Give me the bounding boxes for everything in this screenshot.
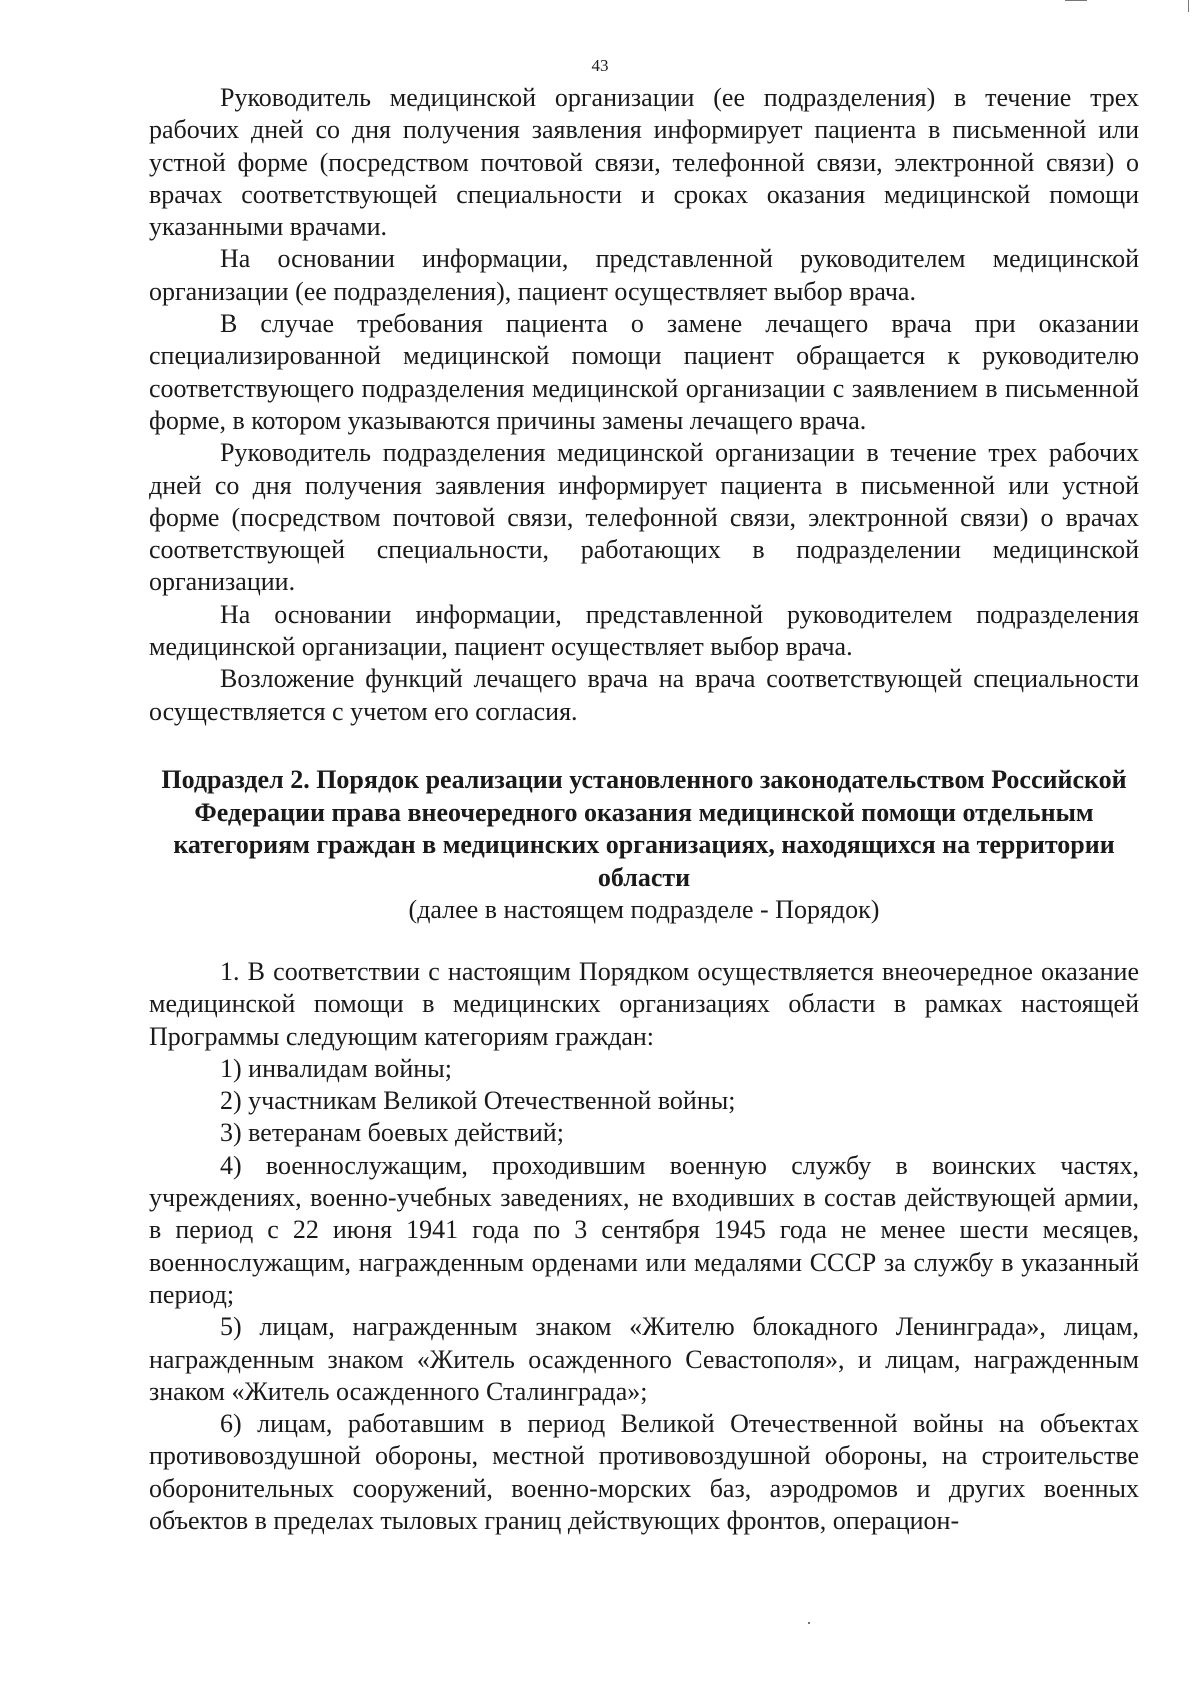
paragraph: На основании информации, представленной руководителем медицинской организации (ее подразделения), пациент осуществляет выбор врача. xyxy=(149,244,1139,306)
scan-mark-top xyxy=(1065,0,1087,1)
section-title: Подраздел 2. Порядок реализации установленного законодательством Российской Федерации права внеочередного оказания медицинской помощи отдельным категориям граждан в медицинских организациях, находящихся на территории области xyxy=(161,765,1127,892)
document-body-top xyxy=(149,82,1139,728)
paragraph: Руководитель медицинской организации (ее подразделения) в течение трех рабочих дней со дня получения заявления информирует пациента в письменной или устной форме (посредством почтовой связи, телефонной связи, электронной связи) о врачах соответствующей специальности и сроках оказания медицинской помощи указанными врачами. xyxy=(149,83,1139,242)
list-item: 3) ветеранам боевых действий; xyxy=(220,1118,564,1148)
paragraph: В случае требования пациента о замене лечащего врача при оказании специализированной медицинской помощи пациент обращается к руководителю соответствующего подразделения медицинской организации с заявлением в письменной форме, в котором указываются причины замены лечащего врача. xyxy=(149,309,1139,435)
paragraph: Возложение функций лечащего врача на врача соответствующей специальности осуществляется с учетом его согласия. xyxy=(149,664,1139,726)
list-item: 4) военнослужащим, проходившим военную службу в воинских частях, учреждениях, военно-учебных заведениях, не входивших в состав действующей армии, в период с 22 июня 1941 года по 3 сентября 1945 года не менее шести месяцев, военнослужащим, награжденным орденами или медалями СССР за службу в указанный период; xyxy=(149,1150,1139,1309)
page-number: 43 xyxy=(591,56,609,75)
paragraph: Руководитель подразделения медицинской организации в течение трех рабочих дней со дня получения заявления информирует пациента в письменной или устной форме (посредством почтовой связи, телефонной связи, электронной связи) о врачах соответствующей специальности, работающих в подразделении медицинской организации. xyxy=(149,438,1139,597)
list-item: 5) лицам, награжденным знаком «Жителю блокадного Ленинграда», лицам, награжденным знаком «Житель осажденного Севастополя», и лицам, награжденным знаком «Житель осажденного Сталинграда»; xyxy=(149,1312,1139,1406)
paragraph: 1. В соответствии с настоящим Порядком осуществляется внеочередное оказание медицинской помощи в медицинских организациях области в рамках настоящей Программы следующим категориям граждан: xyxy=(149,957,1139,1051)
section-heading xyxy=(149,764,1139,927)
scan-mark-top-right xyxy=(1188,0,1189,12)
list-item: 2) участникам Великой Отечественной войны; xyxy=(220,1086,736,1116)
document-body-bottom xyxy=(149,956,1139,1537)
list-item: 6) лицам, работавшим в период Великой Отечественной войны на объектах противовоздушной обороны, местной противовоздушной обороны, на строительстве оборонительных сооружений, военно-морских баз, аэродромов и других военных объектов в пределах тыловых границ действующих фронтов, операцион- xyxy=(149,1409,1139,1536)
paragraph: На основании информации, представленной руководителем подразделения медицинской организации, пациент осуществляет выбор врача. xyxy=(149,599,1139,662)
list-item: 1) инвалидам войны; xyxy=(220,1053,452,1083)
scan-dot xyxy=(808,1622,810,1624)
section-subtitle: (далее в настоящем подразделе - Порядок) xyxy=(408,895,880,924)
